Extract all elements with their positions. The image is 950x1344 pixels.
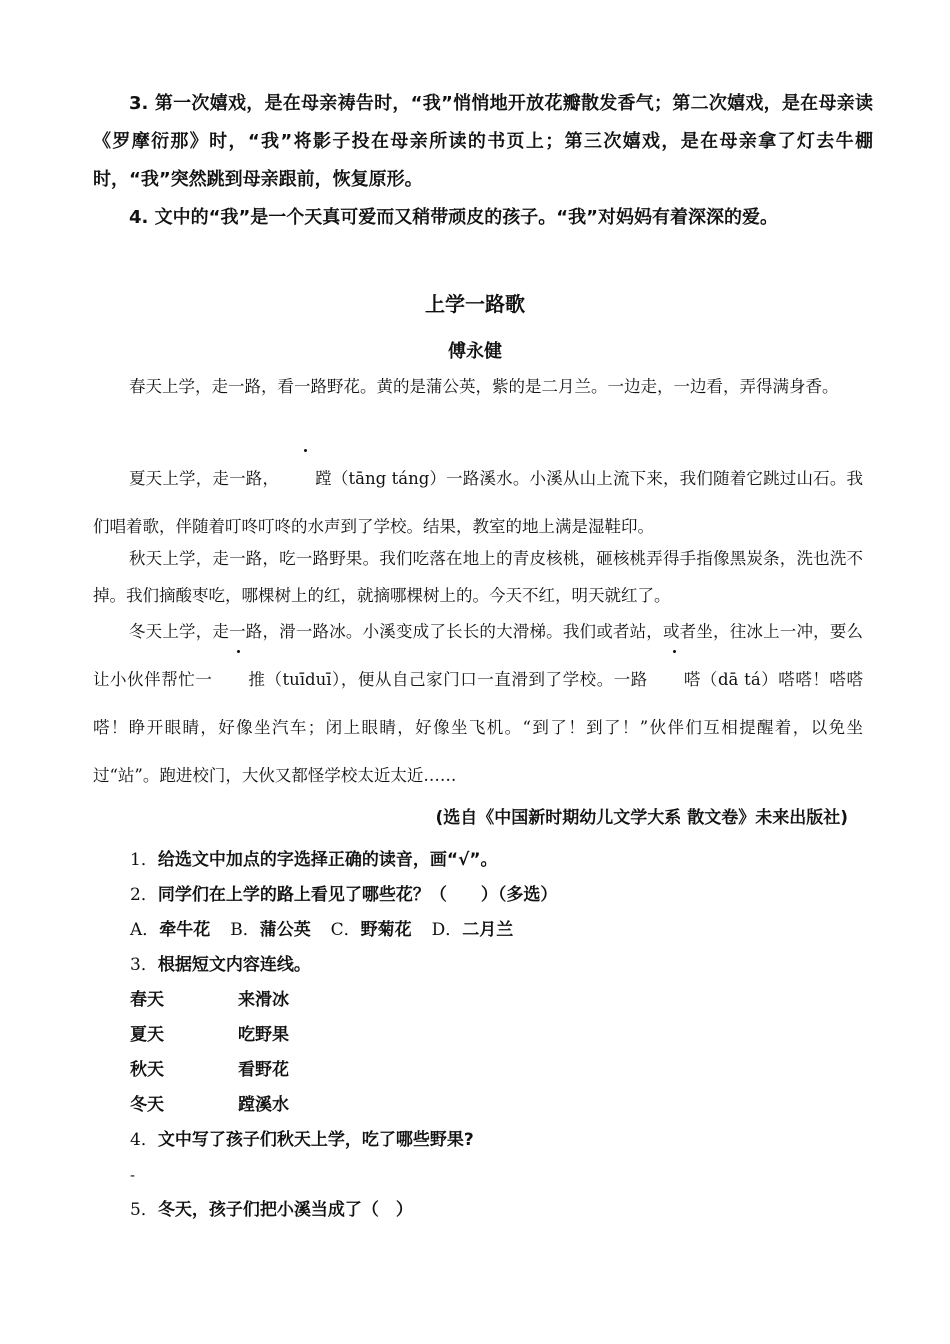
question-number: 3． [130, 955, 158, 975]
match-season: 春天 [130, 990, 164, 1010]
paragraph-text: 春天上学，走一路，看一路野花。黄的是蒲公英，紫的是二月兰。一边走，一边看，弄得满身香。 [129, 377, 839, 396]
option-text: 二月兰 [462, 920, 514, 940]
answer-blank: - [130, 1168, 136, 1184]
paragraph-text: 秋天上学，走一路，吃一路野果。我们吃落在地上的青皮核桃，砸核桃弄得手指像黑炭条，洗也洗不掉。我们摘酸枣吃，哪棵树上的红，就摘哪棵树上的。今天不红，明天就红了。 [93, 549, 863, 605]
paragraph-text: （tuīduī），便从自己家门口一直滑到了学校。一路 [264, 670, 648, 689]
dotted-character: 蹚 [279, 455, 332, 503]
essay-author: 傅永健 [448, 341, 502, 362]
match-row [130, 1020, 289, 1045]
match-row [130, 1090, 289, 1115]
essay-paragraph-summer [93, 455, 863, 551]
question-number: 5． [130, 1200, 158, 1220]
question-2-options [130, 915, 513, 940]
option-text: 野菊花 [360, 920, 412, 940]
essay-paragraph-autumn [93, 540, 863, 614]
question-text: 根据短文内容连线。 [157, 955, 311, 975]
answer-4: 4. 文中的“我”是一个天真可爱而又稍带顽皮的孩子。“我”对妈妈有着深深的爱。 [129, 207, 778, 228]
question-2 [130, 880, 557, 905]
option-letter: A． [130, 920, 160, 940]
paragraph-text: （tāng táng）一路溪水。小溪从山上流下来，我们随着它跳过山石。我们唱着歌，伴随着叮咚叮咚的水声到了学校。结果，教室的地上满是湿鞋印。 [93, 469, 864, 536]
option-letter: D． [431, 920, 463, 940]
match-season: 秋天 [130, 1060, 164, 1080]
question-4 [130, 1125, 474, 1150]
match-activity: 蹚溪水 [238, 1095, 289, 1115]
essay-paragraph-spring [93, 368, 863, 405]
match-activity: 吃野果 [238, 1025, 289, 1045]
match-row [130, 1055, 289, 1080]
paragraph-text: （dā tá）嗒嗒！嗒嗒嗒！睁开眼睛，好像坐汽车；闭上眼睛，好像坐飞机。“到了！到了！”伙伴们互相提醒着，以免坐过“站”。跑进校门，大伙又都怪学校太近太近…… [93, 670, 863, 785]
question-text: 文中写了孩子们秋天上学，吃了哪些野果? [157, 1130, 474, 1150]
question-1 [130, 845, 498, 870]
paragraph-text: 夏天上学，走一路， [129, 469, 280, 488]
question-text: 同学们在上学的路上看见了哪些花？（ ）（多选） [157, 885, 558, 905]
answers-block [93, 85, 873, 237]
option-c [331, 920, 412, 940]
question-3 [130, 950, 311, 975]
option-b [230, 920, 311, 940]
dotted-character: 嗒 [648, 656, 701, 704]
option-text: 牵牛花 [159, 920, 211, 940]
match-row [130, 985, 289, 1010]
option-a [130, 920, 210, 940]
option-d [432, 920, 514, 940]
match-activity: 看野花 [238, 1060, 289, 1080]
option-text: 蒲公英 [259, 920, 311, 940]
option-letter: C． [330, 920, 361, 940]
match-activity: 来滑冰 [238, 990, 289, 1010]
question-text: 冬天，孩子们把小溪当成了（ ） [157, 1200, 413, 1220]
question-text: 给选文中加点的字选择正确的读音，画“√”。 [157, 850, 498, 870]
dotted-character: 推 [212, 656, 265, 704]
option-letter: B． [230, 920, 260, 940]
answer-3: 3. 第一次嬉戏，是在母亲祷告时，“我”悄悄地开放花瓣散发香气；第二次嬉戏，是在母亲读《罗摩衍那》时，“我”将影子投在母亲所读的书页上；第三次嬉戏，是在母亲拿了灯去牛棚时，“我”突然跳到母亲跟前，恢复原形。 [93, 93, 873, 190]
question-number: 2． [130, 885, 158, 905]
match-season: 夏天 [130, 1025, 164, 1045]
question-number: 1． [130, 850, 158, 870]
question-5 [130, 1195, 413, 1220]
essay-paragraph-winter [93, 608, 863, 800]
question-number: 4． [130, 1130, 158, 1150]
essay-source: (选自《中国新时期幼儿文学大系 散文卷》未来出版社) [435, 808, 848, 828]
essay-title: 上学一路歌 [425, 292, 525, 316]
paragraph-text: 冬天上学，走一路，滑一路冰。小溪变成了长长的大滑梯。我们或者站，或者坐，往冰上一冲，要么让小伙伴帮忙一 [93, 622, 863, 689]
match-season: 冬天 [130, 1095, 164, 1115]
